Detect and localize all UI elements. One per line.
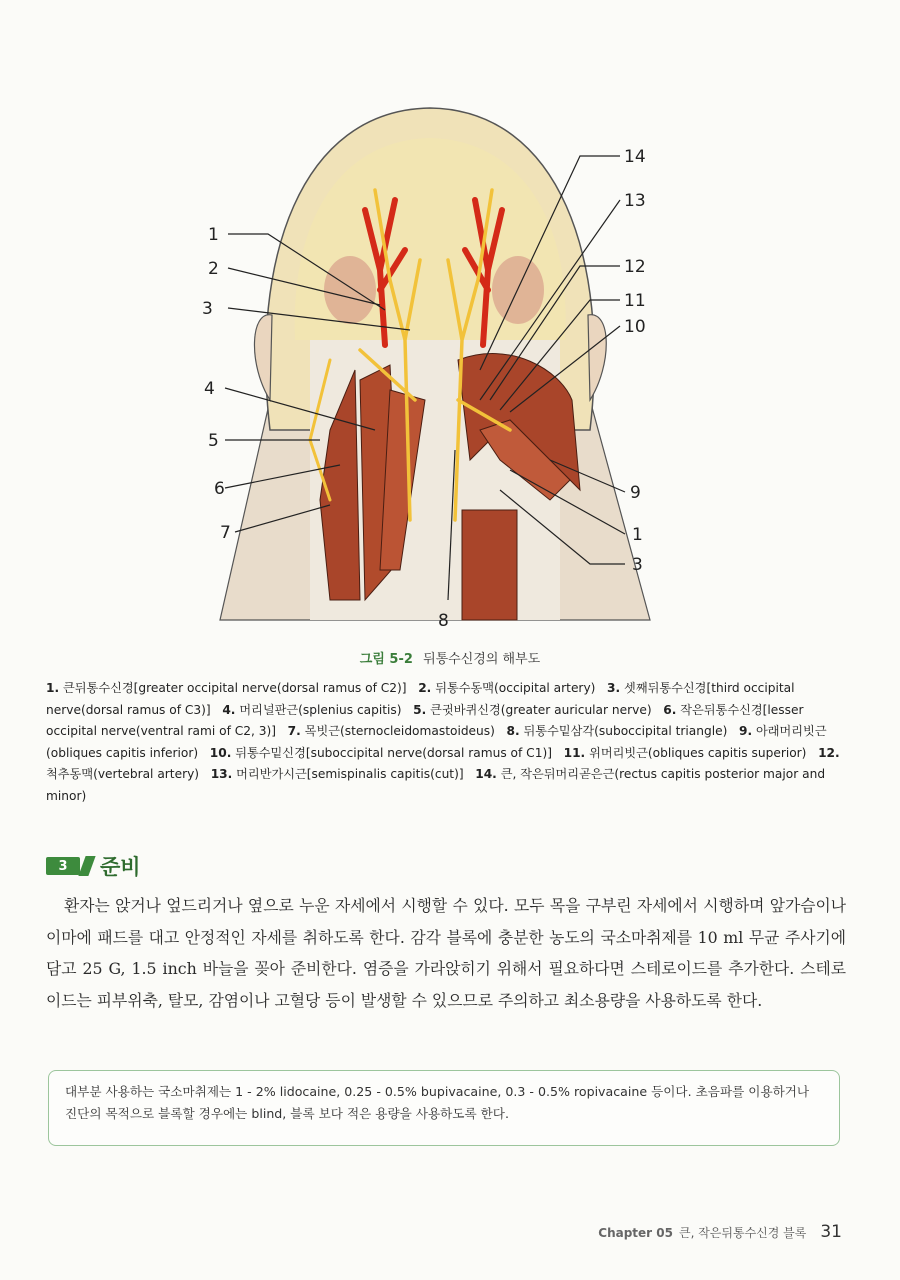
figure-label: 5 bbox=[208, 431, 219, 451]
figure-label: 9 bbox=[630, 483, 641, 503]
figure-label: 12 bbox=[624, 257, 646, 277]
figure-label: 8 bbox=[438, 611, 449, 631]
figure-label: 7 bbox=[220, 523, 231, 543]
section-heading bbox=[46, 852, 141, 880]
figure-number: 그림 5-2 bbox=[359, 652, 413, 667]
legend-item: 4. 머리널판근(splenius capitis) bbox=[222, 702, 402, 717]
page-footer bbox=[598, 1222, 842, 1242]
figure-label: 10 bbox=[624, 317, 646, 337]
figure-label: 3 bbox=[202, 299, 213, 319]
legend-item: 6. 작은뒤통수신경[lesser occipital nerve(ventral rami of C2, 3)] bbox=[46, 702, 804, 738]
section-slash-decoration bbox=[78, 856, 95, 876]
note-text: 대부분 사용하는 국소마취제는 1 - 2% lidocaine, 0.25 - 0.5% bupivacaine, 0.3 - 0.5% ropivacaine 등이다. 초음파를 이용하거나 진단의 목적으로 블록할 경우에는 blind, 블록 보다 적은 용량을 사용하도록 한다. bbox=[65, 1084, 810, 1121]
footer-title: 큰, 작은뒤통수신경 블록 bbox=[678, 1226, 807, 1240]
page-number: 31 bbox=[820, 1222, 842, 1242]
footer-chapter: Chapter 05 bbox=[598, 1226, 673, 1240]
figure-label: 1 bbox=[632, 525, 643, 545]
legend-item: 13. 머리반가시근[semispinalis capitis(cut)] bbox=[210, 767, 464, 781]
section-number-badge: 3 bbox=[46, 857, 80, 875]
figure-label: 3 bbox=[632, 555, 643, 575]
legend-item: 7. 목빗근(sternocleidomastoideus) bbox=[287, 724, 495, 738]
figure-label: 1 bbox=[208, 225, 219, 245]
legend-item: 14. 큰, 작은뒤머리곧은근(rectus capitis posterior major and minor) bbox=[46, 767, 826, 803]
figure-legend bbox=[46, 678, 846, 807]
legend-item: 12. 척추동맥(vertebral artery) bbox=[46, 745, 840, 781]
figure-label: 14 bbox=[624, 147, 646, 167]
legend-item: 1. 큰뒤통수신경[greater occipital nerve(dorsal ramus of C2)] bbox=[46, 681, 407, 695]
legend-item: 8. 뒤통수밑삼각(suboccipital triangle) bbox=[506, 724, 728, 738]
legend-item: 2. 뒤통수동맥(occipital artery) bbox=[418, 681, 596, 695]
note-box bbox=[48, 1070, 840, 1146]
legend-item: 11. 위머리빗근(obliques capitis superior) bbox=[563, 745, 807, 760]
body-paragraph: 환자는 앉거나 엎드리거나 옆으로 누운 자세에서 시행할 수 있다. 모두 목을 구부린 자세에서 시행하며 앞가슴이나 이마에 패드를 대고 안정적인 자세를 취하도록 한다. 감각 블록에 충분한 농도의 국소마취제를 10 ml 무균 주사기에 담고 25 G, 1.5 inch 바늘을 꽂아 준비한다. 염증을 가라앉히기 위해서 필요하다면 스테로이드를 추가한다. 스테로이드는 피부위축, 탈모, 감염이나 고혈당 등이 발생할 수 있으므로 주의하고 최소용량을 사용하도록 한다. bbox=[46, 896, 846, 1010]
figure-title: 뒤통수신경의 해부도 bbox=[423, 652, 541, 667]
figure-label: 2 bbox=[208, 259, 219, 279]
figure-label: 11 bbox=[624, 291, 646, 311]
legend-item: 9. 아래머리빗근(obliques capitis inferior) bbox=[46, 724, 827, 760]
head-anatomy-illustration bbox=[180, 100, 680, 640]
figure-label: 6 bbox=[214, 479, 225, 499]
legend-item: 3. 셋째뒤통수신경[third occipital nerve(dorsal ramus of C3)] bbox=[46, 681, 795, 717]
legend-item: 5. 큰귓바퀴신경(greater auricular nerve) bbox=[413, 702, 652, 717]
figure-label: 13 bbox=[624, 191, 646, 211]
section-title: 준비 bbox=[100, 855, 141, 879]
legend-item: 10. 뒤통수밑신경[suboccipital nerve(dorsal ramus of C1)] bbox=[209, 745, 552, 760]
figure-caption bbox=[0, 648, 900, 667]
figure-label: 4 bbox=[204, 379, 215, 399]
